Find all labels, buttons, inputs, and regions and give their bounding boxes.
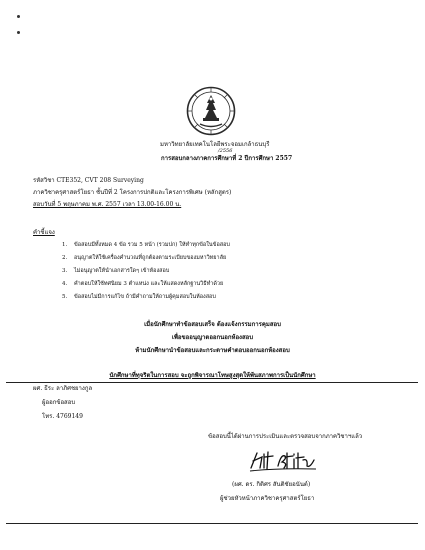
instruction-number: 5. (62, 294, 68, 300)
approver-name: (ผศ. ดร. กิติศร สันติชัยอนันต์) (232, 481, 311, 488)
divider-top (6, 382, 418, 383)
instruction-item: คำตอบให้ใช้ทศนิยม 3 ตำแหน่ง และให้แสดงหลักฐานวิธีทำด้วย (74, 281, 224, 287)
instruction-item: ไม่อนุญาตให้นำเอกสารใดๆ เข้าห้องสอบ (74, 268, 170, 274)
course-code: รหัสวิชา CTE352, CVT 208 Surveying (33, 177, 144, 184)
instruction-item: ข้อสอบไม่มีการแก้ไข ถ้ามีคำถามให้ถามผู้คุมสอบในห้องสอบ (74, 294, 216, 300)
warning-line: เมื่อนักศึกษาทำข้อสอบเสร็จ ต้องแจ้งกรรมการคุมสอบ (144, 321, 281, 328)
scan-speck (17, 31, 20, 34)
signature-icon (248, 448, 320, 474)
instruction-number: 1. (62, 242, 68, 248)
approver-title: ผู้ช่วยหัวหน้าภาควิชาครุศาสตร์โยธา (220, 495, 315, 502)
approval-statement: ข้อสอบนี้ได้ผ่านการประเมินและตรวจสอบจากภาควิชาฯแล้ว (208, 433, 363, 440)
examiner-name: ผศ. ธีระ ลาภิศชยางกูล (33, 385, 93, 392)
cheating-notice: นักศึกษาที่ทุจริตในการสอบ จะถูกพิจารณาโทษสูงสุดให้พ้นสภาพการเป็นนักศึกษา (109, 372, 316, 379)
handwritten-note: /2556 (218, 148, 233, 154)
divider-bottom (6, 523, 418, 524)
scan-speck (17, 15, 20, 18)
instruction-item: ข้อสอบมีทั้งหมด 4 ข้อ รวม 5 หน้า (รวมปก) ให้ทำทุกข้อในข้อสอบ (74, 242, 230, 248)
university-seal-icon (186, 86, 236, 136)
university-name: มหาวิทยาลัยเทคโนโลยีพระจอมเกล้าธนบุรี (160, 141, 270, 148)
exam-title: การสอบกลางภาคการศึกษาที่ 2 ปีการศึกษา 2557 (161, 155, 293, 162)
instruction-item: อนุญาตให้ใช้เครื่องคำนวณที่ถูกต้องตามระเบียบของมหาวิทยาลัย (74, 255, 227, 261)
instruction-number: 2. (62, 255, 68, 261)
exam-datetime: สอบวันที่ 5 พฤษภาคม พ.ศ. 2557 เวลา 13.00-16.00 น. (33, 201, 182, 208)
examiner-role: ผู้ออกข้อสอบ (42, 399, 76, 406)
warning-line: เพื่อขออนุญาตออกนอกห้องสอบ (171, 334, 254, 341)
program-line: ภาควิชาครุศาสตร์โยธา ชั้นปีที่ 2 โครงการปกติและโครงการพิเศษ (หลักสูตร) (33, 189, 232, 196)
instruction-number: 3. (62, 268, 68, 274)
examiner-phone: โทร. 4769149 (42, 413, 83, 420)
warning-line: ห้ามนักศึกษานำข้อสอบและกระดาษคำตอบออกนอกห้องสอบ (135, 347, 290, 354)
instructions-heading: คำชี้แจง (33, 229, 55, 236)
instruction-number: 4. (62, 281, 68, 287)
